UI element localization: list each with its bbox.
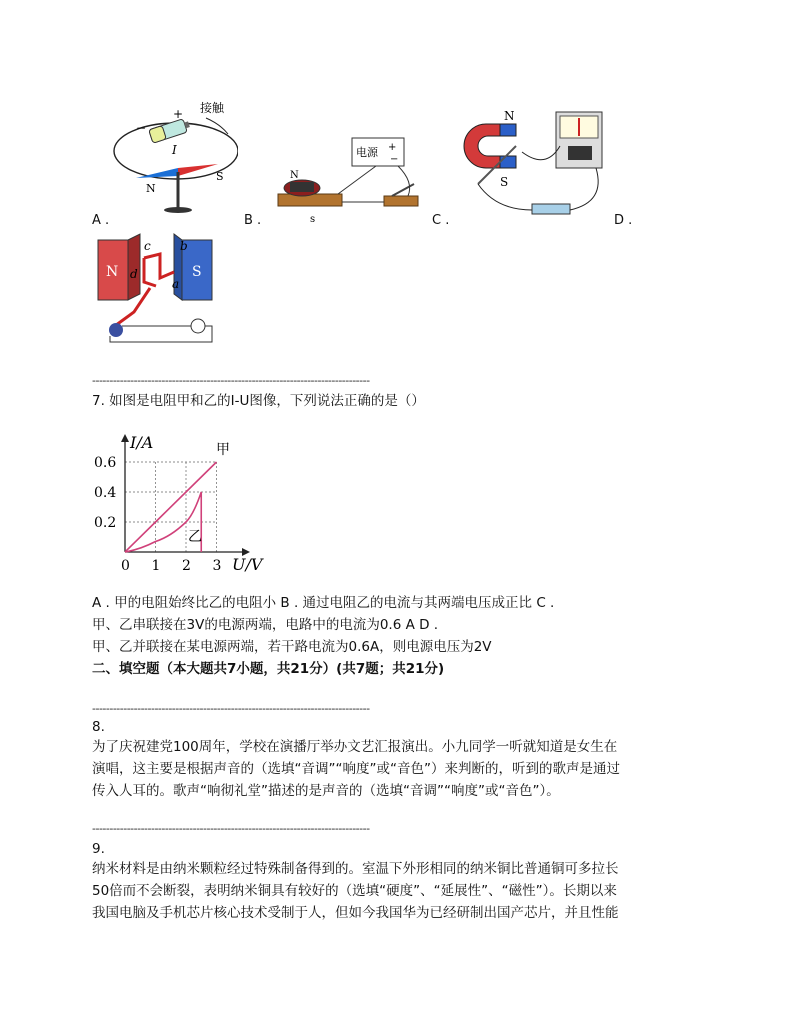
q8-number: 8. <box>92 719 105 735</box>
figure-d <box>94 232 224 350</box>
x-tick-label: 3 <box>212 558 222 574</box>
pole-s: S <box>216 170 224 183</box>
figure-b <box>268 132 438 232</box>
y-tick-label: 0.6 <box>94 455 117 471</box>
pole-n: N <box>290 170 299 181</box>
option-c-label: C . <box>432 213 450 228</box>
current-label: I <box>172 143 177 157</box>
separator-line: -------------------------------------------------------------------------------- <box>92 822 370 835</box>
graph-series <box>125 462 217 552</box>
q9-number: 9. <box>92 841 105 857</box>
x-axis-label: U/V <box>232 555 263 574</box>
pole-n: N <box>146 182 156 195</box>
q7-options-line2: 甲、乙串联接在3V的电源两端，电路中的电流为0.6 A D . <box>92 617 439 633</box>
q7-graph <box>92 430 272 580</box>
section2-heading: 二、填空题（本大题共7小题，共21分）(共7题；共21分) <box>92 661 445 677</box>
power-label: 电源 <box>356 146 378 159</box>
q8-line3: 传入人耳的。歌声“响彻礼堂”描述的是声音的（选填“音调”“响度”或“音色”）。 <box>92 783 560 799</box>
figure-d-drawing <box>94 232 224 350</box>
y-tick-label: 0.2 <box>94 515 117 531</box>
pole-n: N <box>106 264 119 280</box>
pole-s: S <box>500 175 509 189</box>
battery-plus: + <box>173 107 184 121</box>
power-minus: − <box>390 154 399 165</box>
q9-line1: 纳米材料是由纳米颗粒经过特殊制备得到的。室温下外形相同的纳米铜比普通铜可多拉长 <box>92 861 619 877</box>
letter-b: b <box>180 239 188 253</box>
y-tick-label: 0.4 <box>94 485 117 501</box>
pole-n: N <box>504 109 515 123</box>
separator-line: -------------------------------------------------------------------------------- <box>92 702 370 715</box>
letter-a: a <box>172 277 180 291</box>
letter-c: c <box>144 239 151 253</box>
q9-line3: 我国电脑及手机芯片核心技术受制于人，但如今我国华为已经研制出国产芯片，并且性能 <box>92 905 619 921</box>
option-d-label: D . <box>614 213 633 228</box>
letter-d: d <box>130 267 138 281</box>
q7-options-line1: A . 甲的电阻始终比乙的电阻小 B . 通过电阻乙的电流与其两端电压成正比 C . <box>92 595 555 611</box>
graph-tick-labels <box>94 455 221 574</box>
figure-a <box>88 96 238 231</box>
q9-line2: 50倍而不会断裂，表明纳米铜具有较好的（选填“硬度”、“延展性”、“磁性”）。长期以来 <box>92 883 617 899</box>
x-tick-label: 1 <box>151 558 161 574</box>
pole-s: S <box>192 264 202 280</box>
y-axis-arrow <box>121 434 129 442</box>
x-tick-label: 2 <box>182 558 191 574</box>
figure-c-drawing <box>456 106 612 226</box>
contact-label: 接触 <box>200 101 225 115</box>
figure-b-drawing <box>268 132 438 232</box>
series-label-jia: 甲 <box>216 442 230 458</box>
battery-minus: − <box>136 121 147 135</box>
y-axis-label: I/A <box>130 433 154 452</box>
figure-c <box>456 106 612 226</box>
power-plus: + <box>388 142 397 153</box>
q7-options-line3: 甲、乙并联接在某电源两端，若干路电流为0.6A，则电源电压为2V <box>92 639 492 655</box>
series-label-yi: 乙 <box>188 529 202 545</box>
figure-a-drawing <box>88 96 238 231</box>
q8-line1: 为了庆祝建党100周年，学校在演播厅举办文艺汇报演出。小九同学一听就知道是女生在 <box>92 739 618 755</box>
x-tick-label: 0 <box>121 558 130 574</box>
series-line-jia <box>125 462 217 552</box>
option-b-label: B . <box>244 213 262 228</box>
separator-line: -------------------------------------------------------------------------------- <box>92 374 370 387</box>
option-a-label: A . <box>92 213 110 228</box>
q8-line2: 演唱，这主要是根据声音的（选填“音调”“响度”或“音色”）来判断的，听到的歌声是通过 <box>92 761 620 777</box>
iu-graph-svg <box>92 430 272 580</box>
pole-s: s <box>310 214 316 225</box>
q7-stem: 7. 如图是电阻甲和乙的I-U图像，下列说法正确的是（） <box>92 393 425 409</box>
